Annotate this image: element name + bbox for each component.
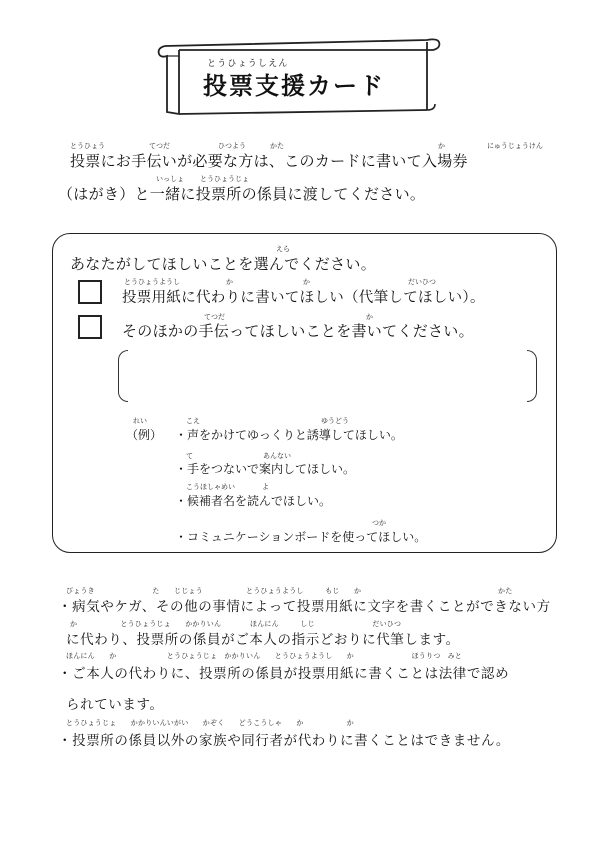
furigana: とうひょうじょ かかりいんいがい かぞく どうこうしゃ か か [66,719,354,727]
intro-line-2: （はがき）と一緒に投票所の係員に渡してください。 [58,185,426,203]
furigana: えら [276,245,290,253]
furigana: か [303,278,310,286]
example-item: ・声をかけてゆっくりと誘導してほしい。 [175,428,403,442]
furigana: とうひょうじょ [200,175,249,183]
note-2-line-1: ・ご本人の代わりに、投票所の係員が投票用紙に書くことは法律で認め [58,666,510,682]
furigana: びょうき た じじょう とうひょうようし もじ か かた [66,587,513,595]
furigana: て [186,452,193,460]
page-title: 投票支援カード [203,72,385,100]
furigana: てつだ [204,313,225,321]
free-text-bracket-right [527,350,537,402]
example-item: ・コミュニケーションボードを使ってほしい。 [175,530,427,544]
furigana: か [438,142,445,150]
free-text-bracket-left [118,350,128,402]
furigana: か とうひょうじょ かかりいん ほんにん しじ だいひつ [70,620,402,628]
furigana: よ [262,483,269,491]
note-2-line-2: られています。 [66,697,164,713]
intro-line-1: 投票にお手伝いが必要な方は、このカードに書いて入場券 [70,152,468,170]
note-1-line-2: に代わり、投票所の係員がご本人の指示どおりに代筆します。 [66,632,460,648]
furigana: か [366,313,373,321]
note-1-line-1: ・病気やケガ、その他の事情によって投票用紙に文字を書くことができない方 [58,599,551,615]
furigana: れい [133,417,147,425]
option-2-label: そのほかの手伝ってほしいことを書いてください。 [122,322,474,340]
example-item: ・候補者名を読んでほしい。 [175,494,332,508]
title-reading: とうひょうしえん [207,59,289,69]
furigana: つか [372,519,386,527]
furigana: ほんにん か とうひょうじょ かかりいん とうひょうようし か ほうりつ みと [66,652,462,660]
furigana: いっしょ [156,175,184,183]
free-text-input-area[interactable] [130,352,525,400]
furigana: こうほしゃめい [186,483,235,491]
furigana: とうひょうようし [124,278,180,286]
note-3-line-1: ・投票所の係員以外の家族や同行者が代わりに書くことはできません。 [58,733,511,749]
example-item: ・手をつないで案内してほしい。 [175,462,356,476]
furigana: こえ [186,417,200,425]
furigana: てつだ [149,142,170,150]
furigana: ひつよう [218,142,246,150]
furigana: ゆうどう [321,417,349,425]
option-1-label: 投票用紙に代わりに書いてほしい（代筆してほしい）。 [122,290,485,306]
furigana: だいひつ [408,278,436,286]
furigana: あんない [263,452,291,460]
card-heading: あなたがしてほしいことを選んでください。 [70,255,377,273]
furigana: にゅうじょうけん [487,142,543,150]
option-2-checkbox[interactable] [78,315,102,339]
examples-prefix: （例） [126,428,163,442]
option-1-checkbox[interactable] [78,280,102,304]
furigana: か [226,278,233,286]
furigana: とうひょう [70,142,105,150]
furigana: かた [270,142,284,150]
